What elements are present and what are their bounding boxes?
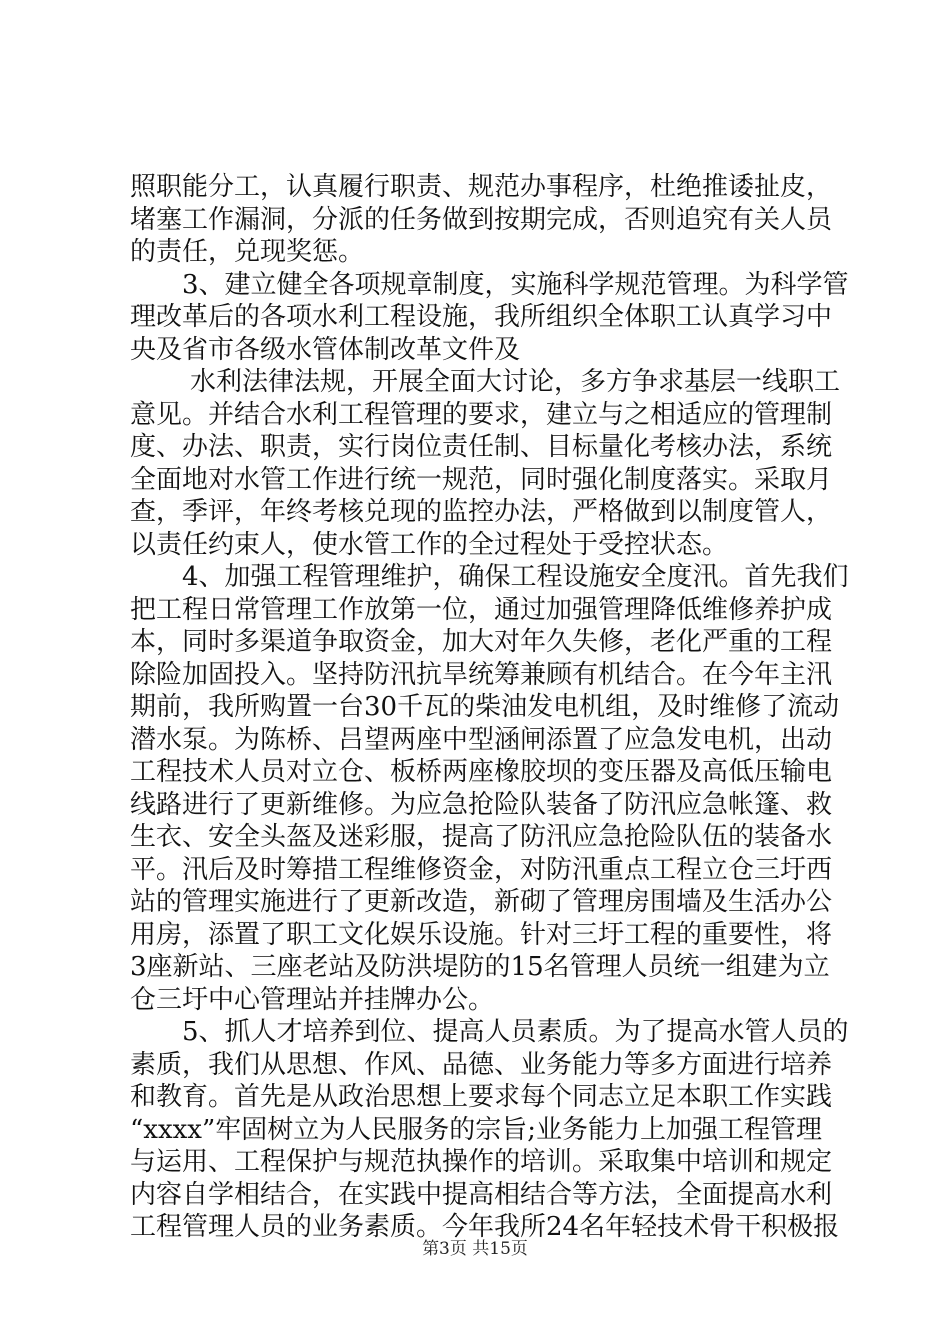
text-line: 3座新站、三座老站及防洪堤防的15名管理人员统一组建为立: [130, 952, 830, 982]
text-line: 站的管理实施进行了更新改造，新砌了管理房围墙及生活办公: [130, 887, 833, 917]
text-line: 理改革后的各项水利工程设施，我所组织全体职工认真学习中: [130, 302, 833, 332]
text-line: 素质，我们从思想、作风、品德、业务能力等多方面进行培养: [130, 1049, 833, 1080]
text-line: 的责任，兑现奖惩。: [130, 237, 365, 267]
text-line: 以责任约束人，使水管工作的全过程处于受控状态。: [130, 529, 729, 560]
text-line: 把工程日常管理工作放第一位，通过加强管理降低维修养护成: [130, 594, 833, 625]
text-line: 工程技术人员对立仓、板桥两座橡胶坝的变压器及高低压输电: [130, 757, 833, 787]
text-line: 全面地对水管工作进行统一规范，同时强化制度落实。采取月: [130, 464, 833, 495]
text-line: 潜水泵。为陈桥、吕望两座中型涵闸添置了应急发电机，出动: [130, 724, 833, 755]
text-line: 内容自学相结合，在实践中提高相结合等方法，全面提高水利: [130, 1179, 833, 1210]
text-line: “xxxx”牢固树立为人民服务的宗旨;业务能力上加强工程管理: [130, 1114, 822, 1145]
paragraph-start-line: 5、抓人才培养到位、提高人员素质。为了提高水管人员的: [182, 1017, 849, 1047]
text-line: 与运用、工程保护与规范执操作的培训。采取集中培训和规定: [130, 1147, 833, 1177]
text-line: 用房，添置了职工文化娱乐设施。针对三圩工程的重要性，将: [130, 919, 833, 950]
text-line: 央及省市各级水管体制改革文件及: [130, 334, 521, 365]
text-line: 度、办法、职责，实行岗位责任制、目标量化考核办法，系统: [130, 432, 833, 462]
text-line: 期前，我所购置一台30千瓦的柴油发电机组，及时维修了流动: [130, 692, 840, 722]
paragraph-start-line: 3、建立健全各项规章制度，实施科学规范管理。为科学管: [182, 269, 849, 300]
body-text: [130, 171, 849, 1244]
text-line: 查，季评，年终考核兑现的监控办法，严格做到以制度管人，: [130, 497, 833, 527]
text-line: 除险加固投入。坚持防汛抗旱统筹兼顾有机结合。在今年主汛: [130, 659, 833, 690]
paragraph-start-line: 水利法律法规，开展全面大讨论，多方争求基层一线职工: [190, 367, 841, 397]
text-line: 和教育。首先是从政治思想上要求每个同志立足本职工作实践: [130, 1082, 833, 1112]
text-line: 堵塞工作漏洞，分派的任务做到按期完成，否则追究有关人员: [130, 204, 833, 235]
text-line: 生衣、安全头盔及迷彩服，提高了防汛应急抢险队伍的装备水: [130, 822, 833, 852]
text-line: 照职能分工，认真履行职责、规范办事程序，杜绝推诿扯皮，: [130, 172, 833, 202]
text-line: 工程管理人员的业务素质。今年我所24名年轻技术骨干积极报: [130, 1212, 840, 1242]
text-line: 意见。并结合水利工程管理的要求，建立与之相适应的管理制: [130, 399, 833, 430]
text-line: 平。汛后及时筹措工程维修资金，对防汛重点工程立仓三圩西: [130, 854, 833, 885]
page-number-footer: 第3页 共15页: [422, 1239, 528, 1259]
text-line: 线路进行了更新维修。为应急抢险队装备了防汛应急帐篷、救: [130, 789, 833, 820]
text-line: 仓三圩中心管理站并挂牌办公。: [130, 984, 495, 1015]
text-line: 本，同时多渠道争取资金，加大对年久失修，老化严重的工程: [130, 627, 833, 657]
paragraph-start-line: 4、加强工程管理维护，确保工程设施安全度汛。首先我们: [182, 562, 849, 592]
